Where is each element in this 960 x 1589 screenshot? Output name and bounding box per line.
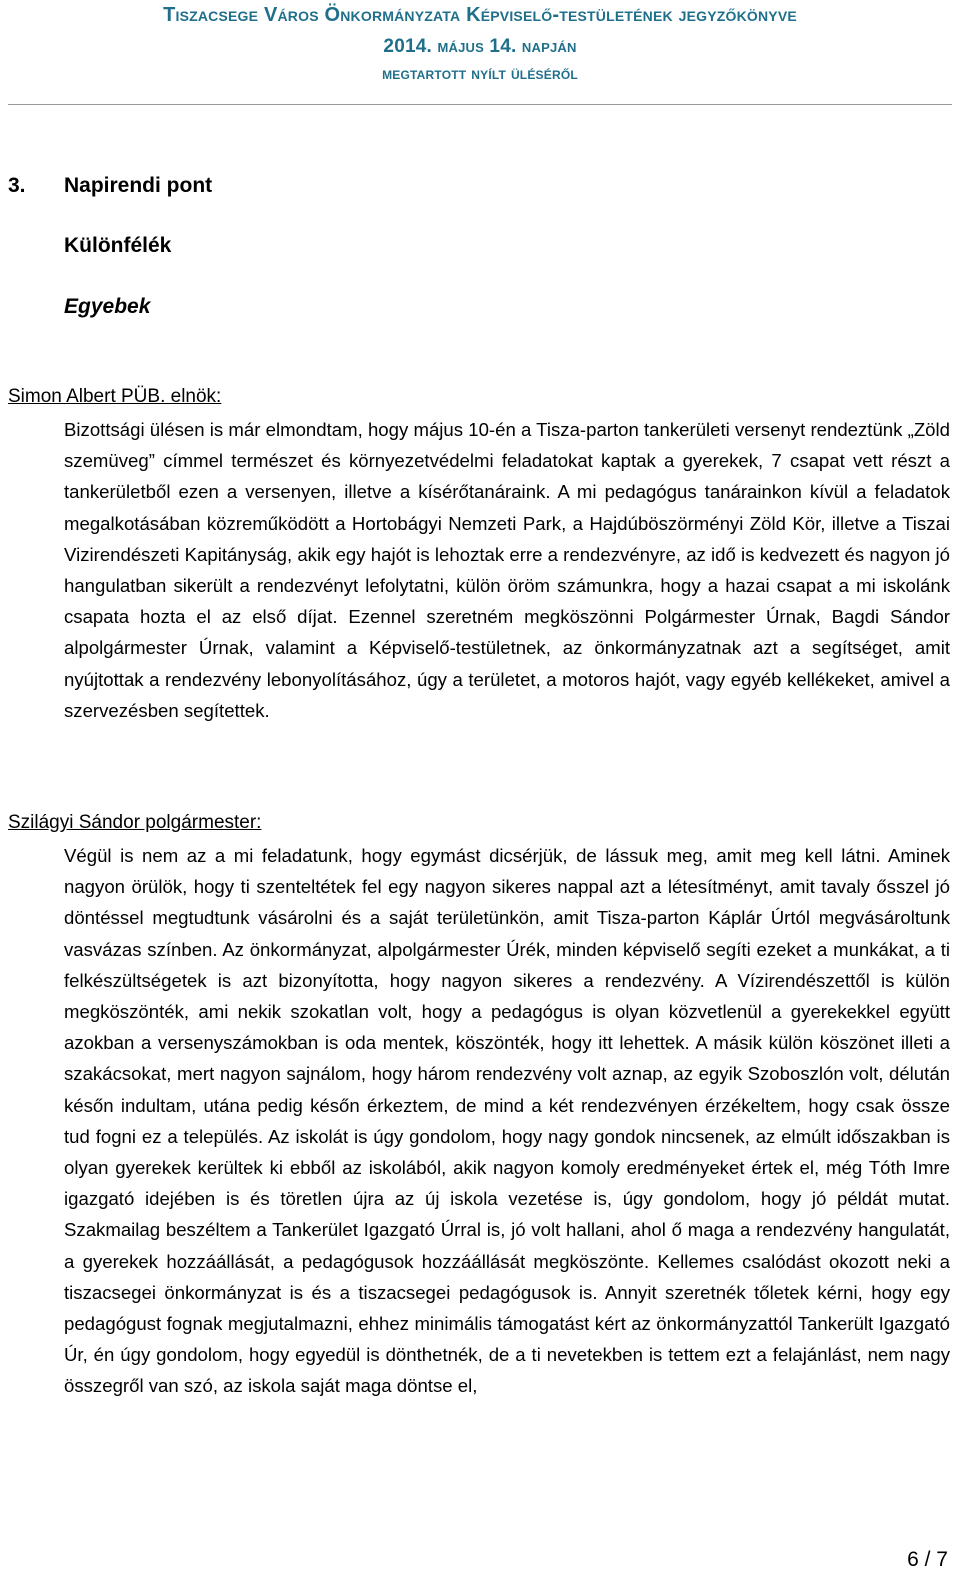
header-date: 2014. május 14. napján — [383, 36, 577, 57]
speaker-name: Szilágyi Sándor polgármester: — [8, 812, 262, 833]
page-number: 6 / 7 — [907, 1548, 948, 1571]
agenda-other-heading: Egyebek — [64, 295, 151, 318]
header-title: Tiszacsege Város Önkormányzata Képviselő-testületének jegyzőkönyve — [163, 4, 797, 26]
speaker-name: Simon Albert PÜB. elnök: — [8, 386, 222, 407]
agenda-number: 3. — [8, 174, 26, 197]
header-subtitle: megtartott nyílt üléséről — [382, 64, 578, 83]
agenda-title: Napirendi pont — [64, 174, 213, 197]
speaker-paragraph: Végül is nem az a mi feladatunk, hogy egymást dicsérjük, de lássuk meg, amit meg kell látni. Aminek nagyon örülök, hogy ti szenteltétek fel egy nagyon sikeres nappal azt a létesítményt, amit tavaly ősszel jó döntéssel megtudtunk vásárolni és a saját területünkön, amit Tisza-parton Káplár Úrtól megvásároltunk vasvázas színben. Az önkormányzat, alpolgármester Úrék, minden képviselő segíti ezeket a munkákat, a ti felkészültségetek is azt bizonyította, hogy nagyon sikeres a rendezvény. A Vízirendészettől is külön megköszönték, ami nekik szokatlan volt, hogy a pedagógus is olyan közvetlenül a gyerekekkel együtt azokban a versenyszámokban is oda mentek, köszönték, hogy itt lehettek. A másik külön köszönet illeti a szakácsokat, mert nagyon sajnálom, hogy három rendezvény volt aznap, az egyik Szoboszlón volt, délután későn indultam, utána pedig későn érkeztem, de mind a két rendezvényen érzékeltem, hogy csak össze tud fogni ez a település. Az iskolát is úgy gondolom, hogy nagy gondok nincsenek, az elmúlt időszakban is olyan gyerekek kerültek ki ebből az iskolából, akik nagyon komoly eredményeket értek el, még Tóth Imre igazgató idejében is és töretlen újra az új iskola vezetése is, úgy gondolom, hogy jó példát mutat. Szakmailag beszéltem a Tankerület Igazgató Úrral is, jó volt hallani, ahol ő maga a rendezvény hangulatát, a gyerekek hozzáállását, a pedagógusok hozzáállását megköszönte. Kellemes csalódást okozott neki a tiszacsegei önkormányzat is és a tiszacsegei pedagógusok is. Annyit szeretnék tőletek kérni, hogy egy pedagógust fognak megjutalmazni, ehhez minimális támogatást kért az önkormányzattól Tankerült Igazgató Úr, én úgy gondolom, hogy egyedül is dönthetnék, de a ti nevetekben is tettem ezt a felajánlást, nem nagy összegről van szó, az iskola saját maga döntse el, — [64, 845, 950, 1397]
speaker-paragraph: Bizottsági ülésen is már elmondtam, hogy május 10-én a Tisza-parton tankerületi versenyt rendeztünk „Zöld szemüveg” címmel természet és környezetvédelmi feladatokat kaptak a gyerekek, 7 csapat vett részt a tankerületből ezen a versenyen, illetve a kísérőtanáraink. A mi pedagógus tanárainkon kívül a feladatok megalkotásában közreműködött a Hortobágyi Nemzeti Park, a Hajdúböszörményi Zöld Kör, illetve a Tiszai Vizirendészeti Kapitányság, akik egy hajót is lehoztak erre a rendezvényre, az idő is kedvezett és nagyon jó hangulatban sikerült a rendezvényt lefolytatni, külön öröm számunkra, hogy a hazai csapat a mi iskolánk csapata hozta el az első díjat. Ezennel szeretném megköszönni Polgármester Úrnak, Bagdi Sándor alpolgármester Úrnak, valamint a Képviselő-testületnek, az önkormányzatnak azt a segítséget, amit nyújtottak a rendezvény lebonyolításához, úgy a területet, a motoros hajót, vagy egyéb kellékeket, amivel a szervezésben segítettek. — [64, 419, 950, 721]
agenda-subtitle: Különfélék — [64, 234, 172, 257]
header-divider — [8, 104, 952, 105]
